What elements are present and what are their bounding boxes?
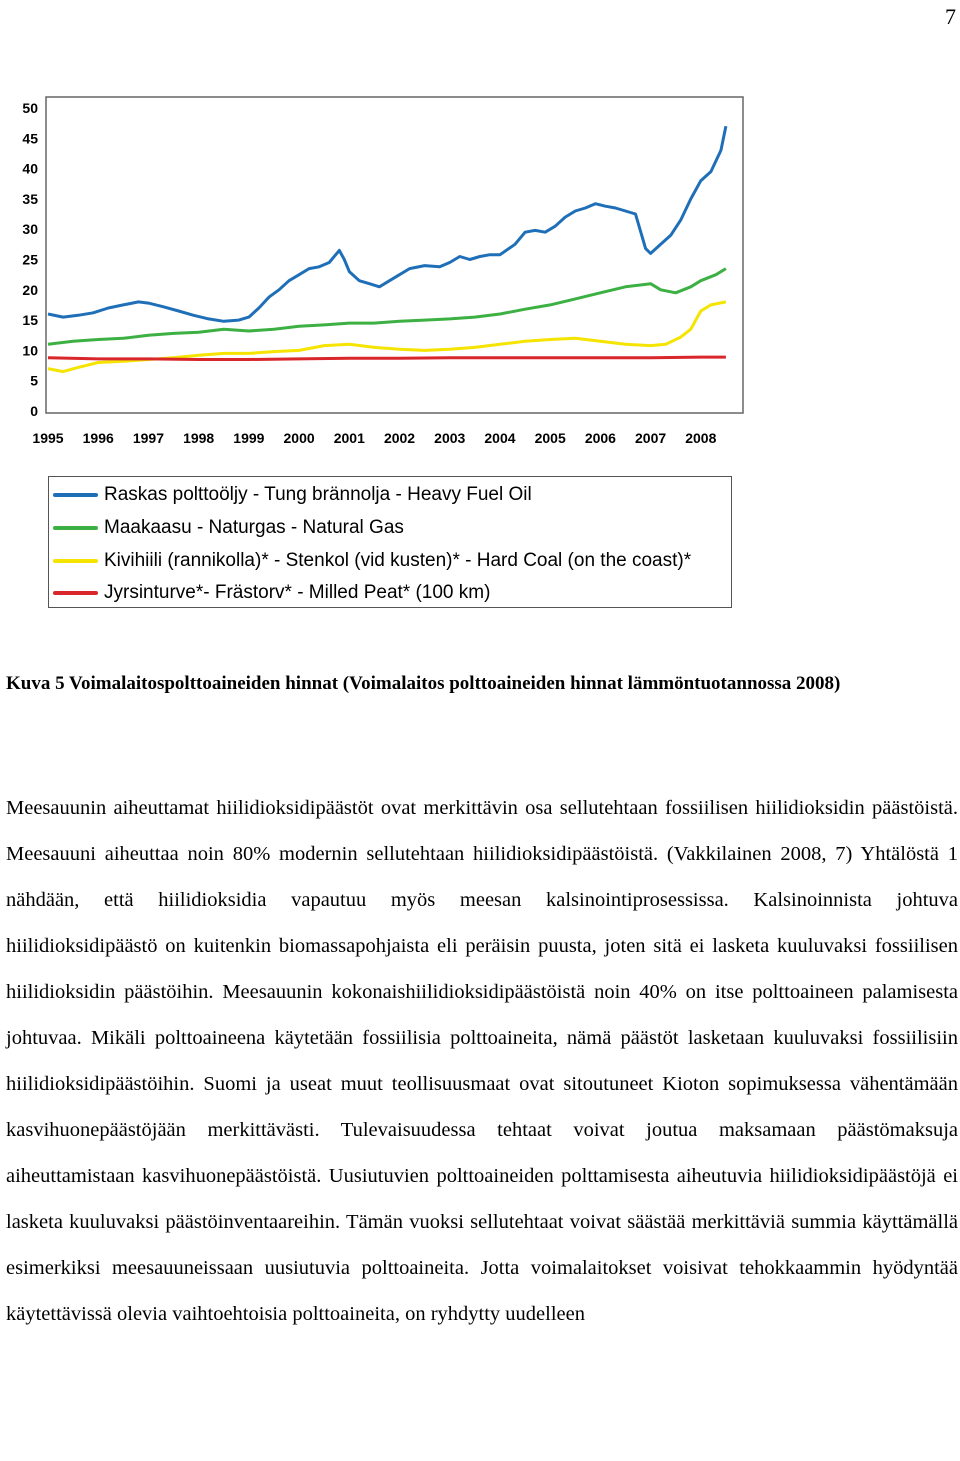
legend-item-milled-peat <box>53 577 490 609</box>
legend-swatch-milled-peat <box>53 591 98 595</box>
y-tick-label: 50 <box>22 100 38 116</box>
chart-legend <box>48 476 732 608</box>
y-tick-label: 35 <box>22 190 38 207</box>
y-tick-label: 20 <box>22 281 38 298</box>
body-paragraph: Meesauunin aiheuttamat hiilidioksidipäästöt ovat merkittävin osa sellutehtaan fossiilisen hiilidioksidin päästöistä. Meesauuni aiheuttaa noin 80% modernin sellutehtaan hiilidioksidipäästöistä. (Vakkilainen 2008, 7) Yhtälöstä 1 nähdään, että hiilidioksidia vapautuu myös meesan kalsinointiprosessissa. Kalsinoinnista johtuva hiilidioksidipäästö on kuitenkin biomassapohjaista eli peräisin puusta, joten sitä ei lasketa kuuluvaksi fossiilisen hiilidioksidin päästöihin. Meesauunin kokonaishiilidioksidipäästöistä noin 40% on itse polttoaineen palamisesta johtuvaa. Mikäli polttoaineena käytetään fossiilisia polttoaineita, nämä päästöt lasketaan kuuluvaksi fossiilisiin hiilidioksidipäästöihin. Suomi ja useat muut teollisuusmaat ovat sitoutuneet Kioton sopimuksessa vähentämään kasvihuonepäästöjään merkittävästi. Tulevaisuudessa tehtaat voivat joutua maksamaan päästömaksuja aiheuttamistaan kasvihuonepäästöistä. Uusiutuvien polttoaineiden polttamisesta aiheutuvia hiilidioksidipäästöjä ei lasketa kuuluvaksi päästöinventaareihin. Tämän vuoksi sellutehtaat voivat säästää merkittäviä summia käyttämällä esimerkiksi meesauuneissaan uusiutuvia polttoaineita. Jotta voimalaitokset voisivat tehokkaammin hyödyntää käytettävissä olevia vaihtoehtoisia polttoaineita, on ryhdytty uudelleen <box>6 797 958 1325</box>
x-tick-label: 2002 <box>383 430 416 446</box>
y-tick-label: 15 <box>22 312 38 329</box>
x-tick-label: 1997 <box>132 430 165 446</box>
legend-label: Jyrsinturve*- Frästorv* - Milled Peat* (100 km) <box>104 582 491 603</box>
legend-item-natural-gas <box>53 512 404 544</box>
series-line-3 <box>48 357 726 359</box>
x-tick-label: 2006 <box>584 430 616 446</box>
legend-label: Kivihiili (rannikolla)* - Stenkol (vid kusten)* - Hard Coal (on the coast)* <box>104 550 692 571</box>
y-tick-label: 25 <box>22 251 38 268</box>
legend-item-hard-coal <box>53 545 691 577</box>
x-tick-label: 1999 <box>233 430 265 446</box>
y-tick-label: 30 <box>22 221 38 238</box>
y-tick-label: 10 <box>22 342 38 359</box>
legend-label: Maakaasu - Naturgas - Natural Gas <box>104 517 404 538</box>
x-tick-label: 2001 <box>333 430 365 446</box>
x-tick-label: 2007 <box>635 430 667 446</box>
x-tick-label: 1998 <box>183 430 215 446</box>
plot-area-border <box>46 97 743 413</box>
y-tick-label: 45 <box>22 130 38 147</box>
x-tick-label: 2005 <box>534 430 566 446</box>
y-tick-label: 40 <box>22 160 38 177</box>
figure-caption: Kuva 5 Voimalaitospolttoaineiden hinnat (Voimalaitos polttoaineiden hinnat lämmöntuotannossa 2008) <box>6 673 841 694</box>
x-tick-label: 1995 <box>32 430 64 446</box>
x-tick-label: 2008 <box>685 430 717 446</box>
legend-label: Raskas polttoöljy - Tung brännolja - Heavy Fuel Oil <box>104 484 532 505</box>
fuel-price-chart <box>0 90 960 620</box>
y-tick-label: 5 <box>30 372 38 389</box>
legend-swatch-heavy-fuel-oil <box>53 493 98 497</box>
legend-swatch-hard-coal <box>53 559 98 563</box>
x-tick-label: 2004 <box>484 430 516 446</box>
chart-plot <box>0 90 960 470</box>
legend-item-heavy-fuel-oil <box>53 479 532 511</box>
y-tick-label: 0 <box>30 403 38 419</box>
page-number: 7 <box>945 4 956 29</box>
x-tick-label: 2003 <box>434 430 466 446</box>
legend-swatch-natural-gas <box>53 526 98 530</box>
x-tick-label: 2000 <box>283 430 315 446</box>
x-tick-label: 1996 <box>82 430 114 446</box>
